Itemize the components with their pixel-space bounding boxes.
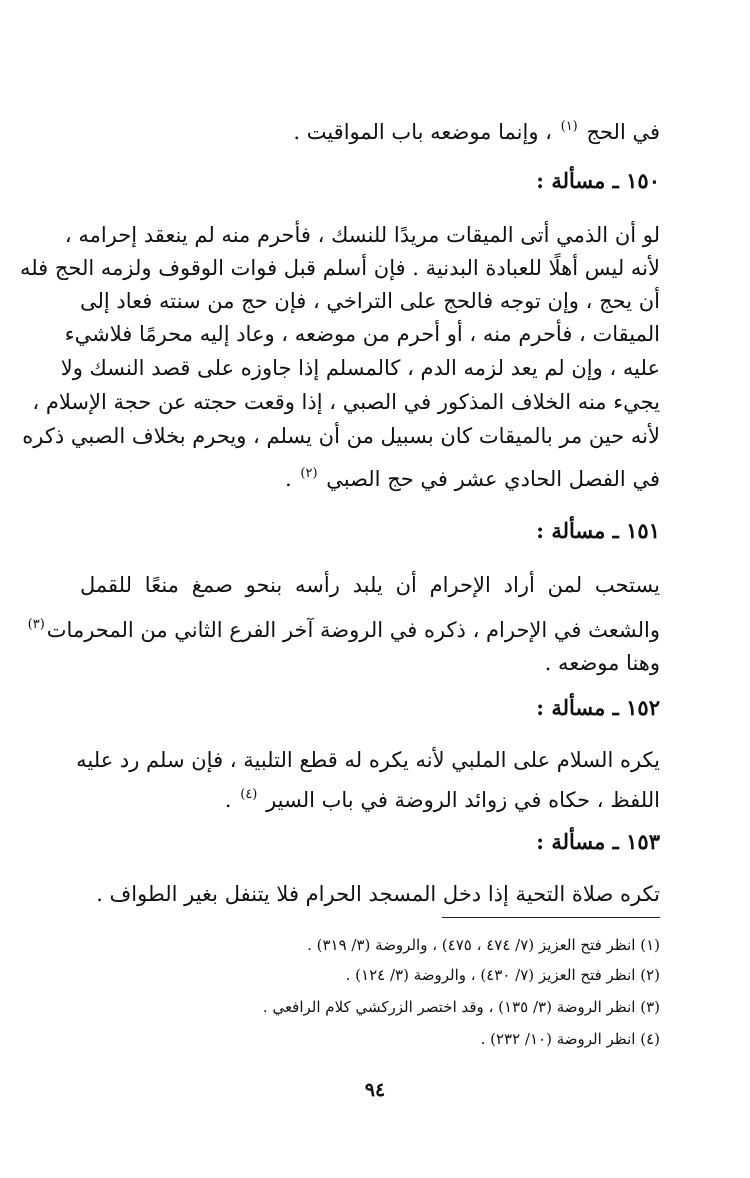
q150-line-3: أن يحج ، وإن توجه فالحج على التراخي ، فإن حج من سنته فعاد إلى [80, 289, 660, 313]
q150-line-6: يجيء منه الخلاف المذكور في الصبي ، إذا وقعت حجته عن حجة الإسلام ، [32, 390, 660, 414]
footnote-2: (٢) انظر فتح العزيز (٧/ ٤٣٠) ، والروضة (٣/ ١٢٤) . [345, 966, 660, 984]
text-run: اللفظ ، حكاه في زوائد الروضة في باب السير [266, 788, 660, 812]
question-150-heading: ١٥٠ ـ مسألة : [536, 168, 660, 193]
q150-line-7: لأنه حين مر بالميقات كان بسبيل من أن يسلم ، ويحرم بخلاف الصبي ذكره [22, 424, 660, 448]
footnote-3: (٣) انظر الروضة (٣/ ١٣٥) ، وقد اختصر الزركشي كلام الرافعي . [262, 998, 660, 1016]
q150-line-2: لأنه ليس أهلًا للعبادة البدنية . فإن أسلم قبل فوات الوقوف ولزمه الحج فله [19, 256, 660, 280]
q151-line-3: وهنا موضعه . [544, 651, 660, 675]
footnote-ref-4[interactable]: (٤) [240, 787, 258, 802]
footnote-ref-1[interactable]: (١) [560, 119, 578, 134]
footnote-1: (١) انظر فتح العزيز (٧/ ٤٧٤ ، ٤٧٥) ، والروضة (٣/ ٣١٩) . [307, 936, 660, 954]
q152-line-1: يكره السلام على الملبي لأنه يكره له قطع التلبية ، فإن سلم رد عليه [76, 748, 660, 772]
question-151-heading: ١٥١ ـ مسألة : [536, 518, 660, 543]
q150-line-4: الميقات ، فأحرم منه ، أو أحرم من موضعه ، وعاد إليه محرمًا فلاشيء [64, 322, 660, 346]
q151-line-2 [27, 610, 660, 645]
q150-line-1: لو أن الذمي أتى الميقات مريدًا للنسك ، فأحرم منه لم ينعقد إحرامه ، [64, 223, 660, 247]
question-153-heading: ١٥٣ ـ مسألة : [536, 829, 660, 854]
page-number: ٩٤ [364, 1079, 386, 1101]
text-run: ، وإنما موضعه باب المواقيت . [293, 120, 552, 144]
footnote-4: (٤) انظر الروضة (١٠/ ٢٣٢) . [480, 1030, 660, 1048]
q152-line-2 [80, 780, 660, 815]
text-run: والشعث في الإحرام ، ذكره في الروضة آخر الفرع الثاني من المحرمات [46, 618, 660, 642]
continuation-line [80, 112, 660, 147]
q153-line-1: تكره صلاة التحية إذا دخل المسجد الحرام فلا يتنفل بغير الطواف . [96, 882, 660, 906]
q151-line-1: يستحب لمن أراد الإحرام أن يلبد رأسه بنحو صمغ منعًا للقمل [80, 573, 660, 597]
text-run: . [224, 788, 232, 812]
text-run: في الفصل الحادي عشر في حج الصبي [326, 467, 660, 491]
question-152-heading: ١٥٢ ـ مسألة : [536, 695, 660, 720]
q150-line-8 [80, 459, 660, 494]
text-run: في الحج [586, 120, 660, 144]
text-run: . [285, 467, 292, 491]
footnote-ref-2[interactable]: (٢) [300, 466, 318, 481]
footnote-ref-3[interactable]: (٣) [27, 617, 45, 632]
q150-line-5: عليه ، وإن لم يعد لزمه الدم ، كالمسلم إذا جاوزه على قصد النسك ولا [60, 356, 660, 380]
footnote-separator [442, 917, 660, 918]
